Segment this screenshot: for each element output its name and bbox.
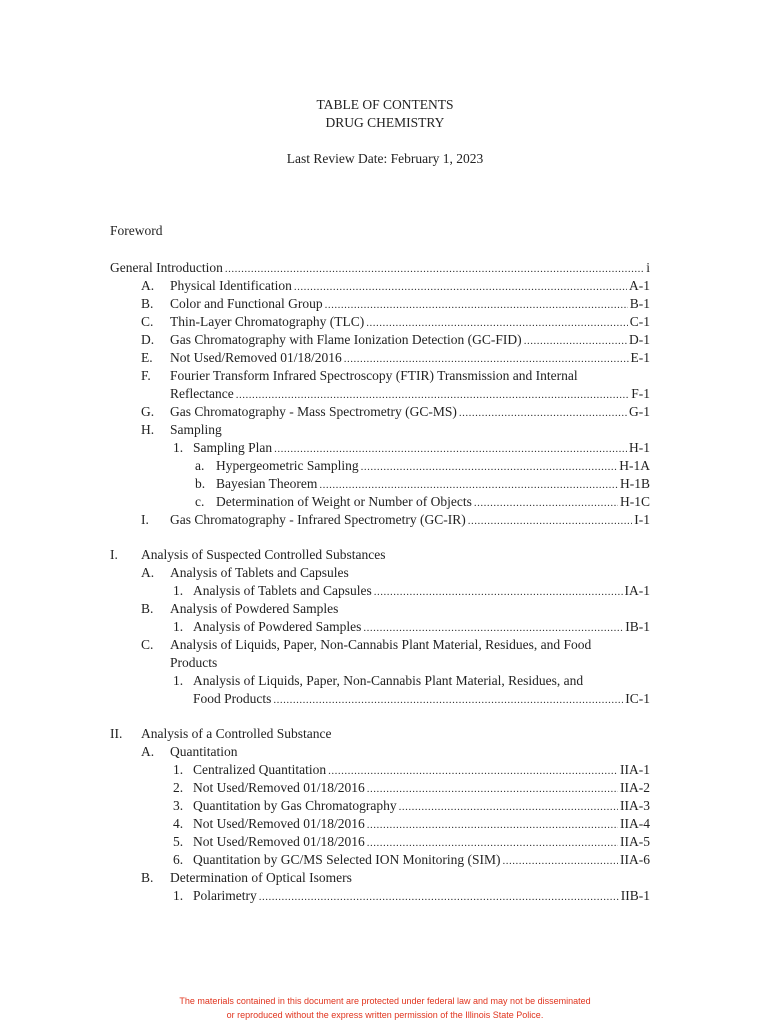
toc-mark: 1. xyxy=(173,440,184,455)
foreword-heading: Foreword xyxy=(110,223,163,238)
toc-mark: F. xyxy=(141,368,151,383)
leader-dots xyxy=(344,350,629,368)
toc-mark: 1. xyxy=(173,762,184,777)
toc-mark: D. xyxy=(141,332,155,347)
leader-dots xyxy=(399,798,618,816)
toc-entry-liquids[interactable]: Food Products ..... IC-1 xyxy=(193,690,650,708)
leader-dots xyxy=(236,386,630,404)
toc-entry-powdered[interactable]: Analysis of Powdered Samples ..... IB-1 xyxy=(193,618,650,636)
toc-subtitle: DRUG CHEMISTRY xyxy=(325,115,445,130)
toc-entry-optical-isomers-heading[interactable]: Determination of Optical Isomers xyxy=(170,870,352,885)
legal-notice-line2: or reproduced without the express written permission of the Illinois State Police. xyxy=(226,1010,544,1020)
leader-dots xyxy=(474,494,618,512)
toc-entry-tablets[interactable]: Analysis of Tablets and Capsules ..... IA-1 xyxy=(193,582,650,600)
toc-entry-gcms-sim[interactable]: Quantitation by GC/MS Selected ION Monitoring (SIM) ..... IIA-6 xyxy=(193,851,650,869)
toc-entry-powdered-heading[interactable]: Analysis of Powdered Samples xyxy=(170,601,339,616)
toc-mark: 2. xyxy=(173,780,184,795)
toc-mark: I. xyxy=(110,547,118,562)
toc-entry-liquids-heading[interactable]: Analysis of Liquids, Paper, Non-Cannabis Plant Material, Residues, and Food xyxy=(170,637,592,652)
toc-entry-physical-identification[interactable]: Physical Identification ..... A-1 xyxy=(170,277,650,295)
toc-entry-not-used-iia4[interactable]: Not Used/Removed 01/18/2016 ..... IIA-4 xyxy=(193,815,650,833)
toc-mark: C. xyxy=(141,637,154,652)
toc-entry-polarimetry[interactable]: Polarimetry ..... IIB-1 xyxy=(193,887,650,905)
toc-mark: 6. xyxy=(173,852,184,867)
toc-entry-ftir-line1[interactable]: Fourier Transform Infrared Spectroscopy (FTIR) Transmission and Internal xyxy=(170,368,578,383)
toc-mark: b. xyxy=(195,476,206,491)
toc-entry-gc-ir[interactable]: Gas Chromatography - Infrared Spectrometry (GC-IR) ..... I-1 xyxy=(170,511,650,529)
toc-entry-sampling-plan[interactable]: Sampling Plan ..... H-1 xyxy=(193,439,650,457)
toc-entry-color-functional-group[interactable]: Color and Functional Group ..... B-1 xyxy=(170,295,650,313)
toc-entry-not-used-iia5[interactable]: Not Used/Removed 01/18/2016 ..... IIA-5 xyxy=(193,833,650,851)
toc-mark: A. xyxy=(141,278,155,293)
leader-dots xyxy=(367,816,618,834)
toc-mark: G. xyxy=(141,404,155,419)
toc-entry-centralized-quantitation[interactable]: Centralized Quantitation ..... IIA-1 xyxy=(193,761,650,779)
leader-dots xyxy=(366,314,628,332)
toc-entry-gc-ms[interactable]: Gas Chromatography - Mass Spectrometry (GC-MS) ..... G-1 xyxy=(170,403,650,421)
toc-entry-tablets-heading[interactable]: Analysis of Tablets and Capsules xyxy=(170,565,349,580)
toc-mark: c. xyxy=(195,494,205,509)
review-date: Last Review Date: February 1, 2023 xyxy=(286,151,484,166)
leader-dots xyxy=(363,619,623,637)
toc-mark: B. xyxy=(141,296,154,311)
leader-dots xyxy=(367,834,618,852)
toc-mark: H. xyxy=(141,422,155,437)
toc-entry-bayesian[interactable]: Bayesian Theorem ..... H-1B xyxy=(216,475,650,493)
toc-mark: B. xyxy=(141,601,154,616)
toc-mark: 3. xyxy=(173,798,184,813)
leader-dots xyxy=(259,888,619,906)
toc-entry-not-used-iia2[interactable]: Not Used/Removed 01/18/2016 ..... IIA-2 xyxy=(193,779,650,797)
toc-entry-not-used-e[interactable]: Not Used/Removed 01/18/2016 ..... E-1 xyxy=(170,349,650,367)
leader-dots xyxy=(274,440,627,458)
toc-section-controlled[interactable]: Analysis of a Controlled Substance xyxy=(141,726,332,741)
toc-entry-gc-fid[interactable]: Gas Chromatography with Flame Ionization Detection (GC-FID) ..... D-1 xyxy=(170,331,650,349)
toc-mark: 1. xyxy=(173,583,184,598)
toc-mark: 1. xyxy=(173,619,184,634)
toc-entry-ftir[interactable]: Reflectance ..... F-1 xyxy=(170,385,650,403)
toc-entry-weight-number[interactable]: Determination of Weight or Number of Objects ..... H-1C xyxy=(216,493,650,511)
toc-section-suspected[interactable]: Analysis of Suspected Controlled Substances xyxy=(141,547,386,562)
leader-dots xyxy=(328,762,618,780)
leader-dots xyxy=(374,583,623,601)
toc-entry-liquids-heading-cont: Products xyxy=(170,655,218,670)
toc-entry-sampling[interactable]: Sampling xyxy=(170,422,222,437)
toc-entry-liquids-line1[interactable]: Analysis of Liquids, Paper, Non-Cannabis Plant Material, Residues, and xyxy=(193,673,584,688)
leader-dots xyxy=(294,278,627,296)
leader-dots xyxy=(273,691,623,709)
toc-mark: 1. xyxy=(173,888,184,903)
toc-title: TABLE OF CONTENTS xyxy=(316,97,454,112)
toc-entry-tlc[interactable]: Thin-Layer Chromatography (TLC) ..... C-1 xyxy=(170,313,650,331)
leader-dots xyxy=(468,512,632,530)
toc-mark: 5. xyxy=(173,834,184,849)
toc-mark: I. xyxy=(141,512,149,527)
leader-dots xyxy=(225,260,644,278)
toc-mark: B. xyxy=(141,870,154,885)
leader-dots xyxy=(361,458,618,476)
leader-dots xyxy=(367,780,618,798)
leader-dots xyxy=(325,296,628,314)
toc-entry-quantitation-heading[interactable]: Quantitation xyxy=(170,744,238,759)
toc-mark: A. xyxy=(141,565,155,580)
leader-dots xyxy=(319,476,618,494)
toc-mark: 4. xyxy=(173,816,184,831)
toc-mark: A. xyxy=(141,744,155,759)
leader-dots xyxy=(524,332,627,350)
toc-entry-general-introduction[interactable]: General Introduction ..... i xyxy=(110,259,650,277)
toc-entry-quantitation-gc[interactable]: Quantitation by Gas Chromatography ..... IIA-3 xyxy=(193,797,650,815)
toc-mark: C. xyxy=(141,314,154,329)
toc-mark: a. xyxy=(195,458,205,473)
toc-mark: 1. xyxy=(173,673,184,688)
leader-dots xyxy=(502,852,618,870)
legal-notice-line1: The materials contained in this document are protected under federal law and may not be disseminated xyxy=(179,996,591,1006)
toc-entry-hypergeometric[interactable]: Hypergeometric Sampling ..... H-1A xyxy=(216,457,650,475)
toc-mark: E. xyxy=(141,350,153,365)
toc-mark: II. xyxy=(110,726,123,741)
leader-dots xyxy=(459,404,627,422)
